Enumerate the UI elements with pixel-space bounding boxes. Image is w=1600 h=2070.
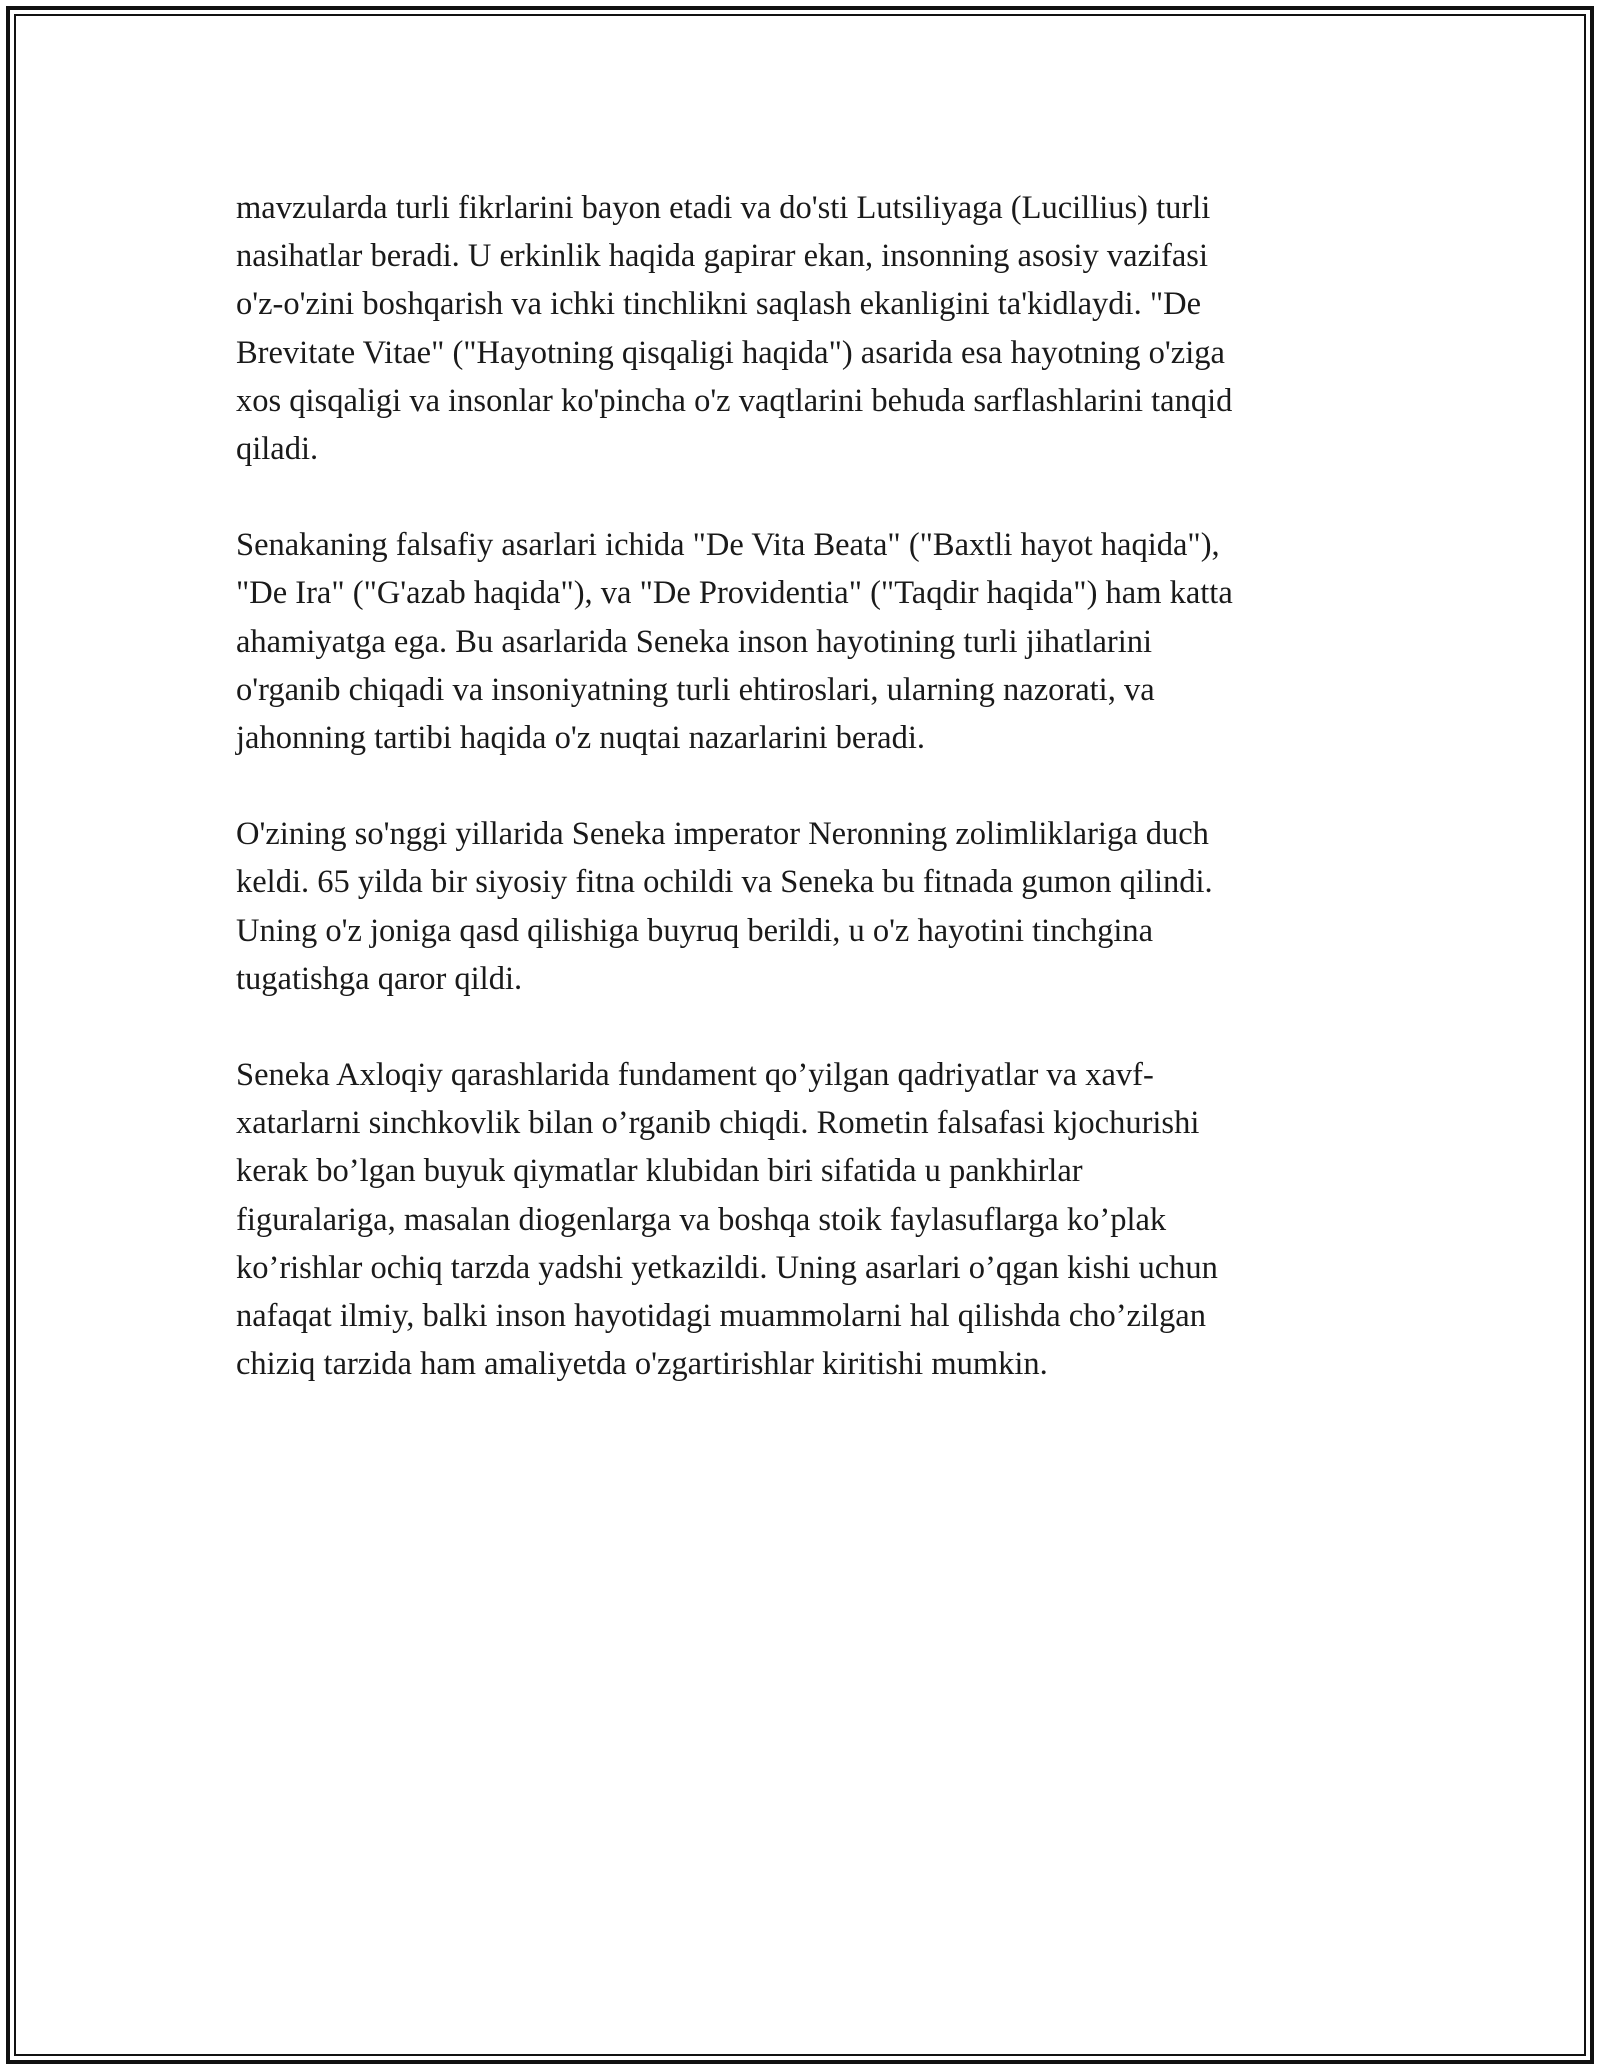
paragraph-2 bbox=[236, 521, 1376, 762]
text-line: ko’rishlar ochiq tarzda yadshi yetkazildi. Uning asarlari o’qgan kishi uchun bbox=[236, 1249, 1218, 1286]
text-line: nasihatlar beradi. U erkinlik haqida gapirar ekan, insonning asosiy vazifasi bbox=[236, 238, 1208, 275]
text-line: Senakaning falsafiy asarlari ichida "De Vita Beata" ("Baxtli hayot haqida"), bbox=[236, 527, 1220, 564]
text-line: ahamiyatga ega. Bu asarlarida Seneka inson hayotining turli jihatlarini bbox=[236, 623, 1153, 660]
text-line: o'rganib chiqadi va insoniyatning turli ehtiroslari, ularning nazorati, va bbox=[236, 671, 1155, 708]
text-line: tugatishga qaror qildi. bbox=[236, 960, 523, 997]
paragraph-3 bbox=[236, 810, 1376, 1003]
paragraph-4 bbox=[236, 1051, 1376, 1388]
paragraph-1 bbox=[236, 184, 1376, 473]
text-line: Brevitate Vitae" ("Hayotning qisqaligi haqida") asarida esa hayotning o'ziga bbox=[236, 334, 1225, 371]
text-line: xatarlarni sinchkovlik bilan o’rganib chiqdi. Rometin falsafasi kjochurishi bbox=[236, 1105, 1200, 1142]
text-line: figuralariga, masalan diogenlarga va boshqa stoik faylasuflarga ko’plak bbox=[236, 1201, 1167, 1238]
text-line: O'zining so'nggi yillarida Seneka imperator Neronning zolimliklariga duch bbox=[236, 816, 1209, 853]
text-line: chiziq tarzida ham amaliyetda o'zgartirishlar kiritishi mumkin. bbox=[236, 1346, 1048, 1383]
text-line: mavzularda turli fikrlarini bayon etadi va do'sti Lutsiliyaga (Lucillius) turli bbox=[236, 190, 1211, 226]
text-line: Uning o'z joniga qasd qilishiga buyruq berildi, u o'z hayotini tinchgina bbox=[236, 912, 1154, 949]
text-line: qiladi. bbox=[236, 431, 319, 468]
text-line: Seneka Axloqiy qarashlarida fundament qo’yilgan qadriyatlar va xavf- bbox=[236, 1057, 1154, 1094]
text-line: xos qisqaligi va insonlar ko'pincha o'z vaqtlarini behuda sarflashlarini tanqid bbox=[236, 382, 1233, 419]
text-line: kerak bo’lgan buyuk qiymatlar klubidan biri sifatida u pankhirlar bbox=[236, 1153, 1083, 1190]
document-body bbox=[236, 184, 1376, 1436]
text-line: keldi. 65 yilda bir siyosiy fitna ochildi va Seneka bu fitnada gumon qilindi. bbox=[236, 864, 1213, 901]
text-line: o'z-o'zini boshqarish va ichki tinchlikni saqlash ekanligini ta'kidlaydi. "De bbox=[236, 286, 1202, 323]
text-line: nafaqat ilmiy, balki inson hayotidagi muammolarni hal qilishda cho’zilgan bbox=[236, 1298, 1206, 1335]
text-line: "De Ira" ("G'azab haqida"), va "De Providentia" ("Taqdir haqida") ham katta bbox=[236, 575, 1233, 612]
text-line: jahonning tartibi haqida o'z nuqtai nazarlarini beradi. bbox=[236, 720, 926, 757]
